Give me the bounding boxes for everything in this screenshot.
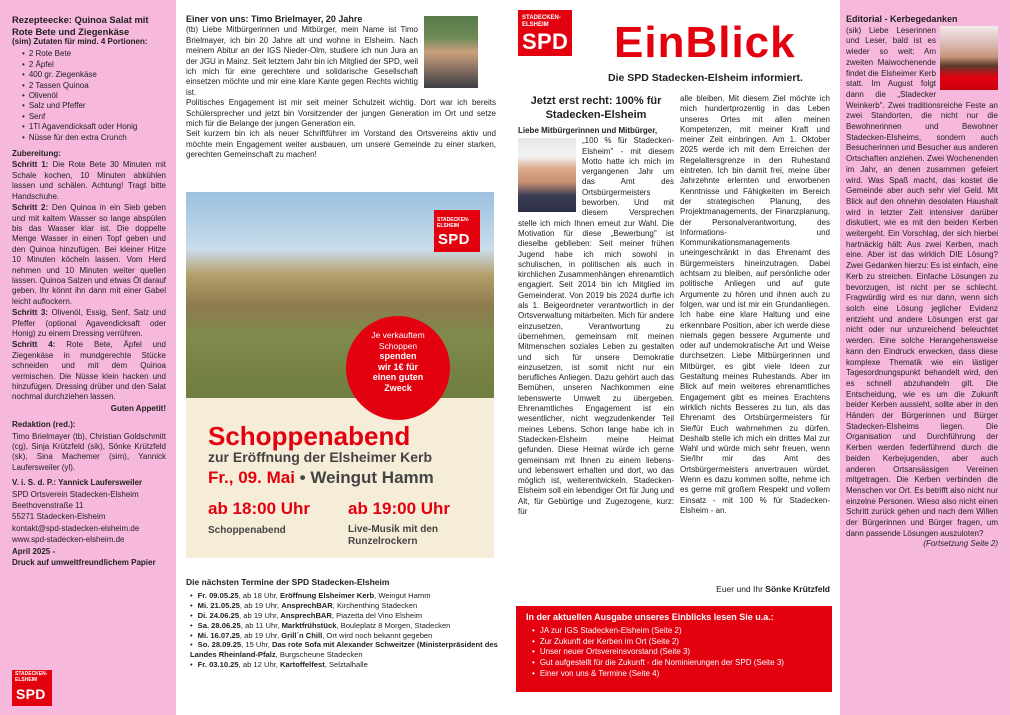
- website-link[interactable]: www.spd-stadecken-elsheim.de: [12, 535, 125, 545]
- list-item: • Zur Zukunft der Kerben im Ort (Seite 2): [532, 637, 822, 648]
- recipe-column: [0, 0, 176, 715]
- time-1: ab 18:00 Uhr: [208, 499, 311, 518]
- editorial-text: (sik) Liebe Leserinnen und Leser, bald ist es wieder so weit: Am zweiten Maiwochenende findet die Elsheimer Kerb statt. Im August folgt dann die „Stadecker Weinkerb". Zwei traditionsreiche Feste an zwei Standorten, die nicht nur die Bewohnerinnen und Bewohner Stadecken-Elsheims, sondern auch Besucherinnen und Besucher aus anderen Ortschaften anziehen. Zwei Wochenenden im Jahr, an denen zusammen gefeiert wird. Was Spaß macht, das kostet die Gemeinde aber auch sehr viel Geld. Mit Blick auf den ohnehin desolaten Haushalt wird in letzter Zeit intensiver darüber diskutiert, wie es mit den beiden Kerben weitergeht. Ein Vorschlag, der sich hierbei hartnäckig hält: Aus zwei Kerben, mach eine. Aber ist das wirklich DIE Lösung? Zwei Gedanken hierzu: Es ist einfach, eine Kerb zu streichen. Einfache Lösungen zu bevorzugen, ist nicht per se schlecht. Fragwürdig wird es nur dann, wenn sich solch eine Lösung jeglicher Evidenz entzieht und andere Lösungen erst gar nicht oder nur unzureichend beleuchtet werden. Eine solche Herangehensweise kann den Eindruck erwecken, dass diese komplexe Thematik wie ein lästiger Tagesordnungspunkt behandelt wird, den es schnell abzuhandeln gilt. Die Entscheidung, wie es um die Zukunft beider Kerben aussieht, sollte aber in den Händen der Bürgerinnen und Bürger Stadecken-Elsheims liegen. Die Organisation und Durchführung der Kerben werden federführend durch die beiden Kerbejugenden, aber auch anderen Ortsansässigen Vereinen mitgetragen. Die Kerben verbinden die Menschen vor Ort. Es betrifft also nicht nur einzelne Personen. Wieso also nicht einen Schritt zurück gehen und nach dem Willen der Bürgerinnen und Bürger fragen, um dann passende Lösungen auszuloten?: [846, 25, 998, 538]
- contents-title: In der aktuellen Ausgabe unseres Einblicks lesen Sie u.a.:: [526, 612, 774, 622]
- article-text-2: alle bleiben. Mit diesem Ziel möchte ich mich hundertprozentig in das Leben unseres Ortes mit allen meinen Kompetenzen, mit meiner Kraft und meiner Zeit einbringen. Am 1. Oktober 2025 werde ich mit dem Erreichen der Regelaltersgrenze in den Ruhestand eintreten. Ich bin damit frei, meine über Jahrzehnte erlernten und erworbenen Kenntnisse und Fähigkeiten im Bereich der strategischen Planung, des Projektmanagements, der Finanzplanung, der Personalverantwortung, des Informations- und Kommunikationsmanagements uneingeschränkt in das Ehrenamt des Bürgermeisters hineinzutragen. Dabei achtsam zu bleiben, auf persönliche oder politische Anliegen und auf gute Argumente zu hören und ihnen auch zu folgen, war und ist mir ein Grundanliegen. Ich habe eine klare Haltung und eine erkennbare Position, aber ich werde diese niemals gegen bessere Argumente und oder auf undemokratische Art und Weise durchsetzen. Liebe Mitbürgerinnen und Mitbürger, es gibt viele Ideen zur Gestaltung meines Ruhestands. Aber im Blick auf mein weiteres ehrenamtliches Engagement gibt es meines Erachtens wirklich nichts Besseres zu tun, als das Ehrenamt des Ortsbürgermeisters für Sie/für Euch wahrnehmen zu dürfen. Deshalb stelle ich mich ein drittes Mal zur Wahl und würde mich sehr freuen, wenn Sie/Ihr mir das Amt des Ortsbürgermeisters anvertrauen würdet. Wenn es dazu kommen sollte, nehme ich es gerne mit großem Respekt und vollem Einsatz - mit 100 % für Stadecken-Elsheim - an.: [680, 94, 830, 515]
- date-line: April 2025 -: [12, 546, 56, 556]
- profile-p3: Seit kurzem bin ich als neuer Schriftführer im Vorstand des Ortsvereins aktiv und möchte mein Engagement weiter ausbauen, um unsere Gemeinde zu einer starken, gerechten Gemeinschaft zu machen!: [186, 129, 496, 160]
- recipe-intro: (sim) Zutaten für mind. 4 Portionen:: [12, 37, 148, 46]
- list-item: • 2 Tassen Quinoa: [22, 81, 166, 91]
- article-headline: Jetzt erst recht: 100% für Stadecken-Elsheim: [530, 95, 662, 121]
- list-item: • Gut aufgestellt für die Zukunft - die Nominierungen der SPD (Seite 3): [532, 658, 822, 669]
- spd-logo-poster: STADECKEN-ELSHEIM SPD: [434, 210, 480, 252]
- contents-box: [516, 606, 832, 692]
- redaktion-label: Redaktion (red.):: [12, 420, 76, 430]
- continued-note: (Fortsetzung Seite 2): [923, 539, 998, 549]
- step-3: Schritt 3: Olivenöl, Essig, Senf, Salz und Pfeffer (optional Agavendicksaft oder Honig) zu einem Dressing verrühren.: [12, 308, 167, 338]
- profile-p2: Politisches Engagement ist mir seit meiner Schulzeit wichtig. Dort war ich bereits Schülersprecher und jetzt bin Vorsitzender der jungen Generation im Ort und setze mich für die Belange der jungen Generation ein.: [186, 98, 496, 129]
- masthead-tagline: Die SPD Stadecken-Elsheim informiert.: [608, 72, 803, 84]
- article-signature: Euer und Ihr Sönke Krützfeld: [716, 584, 830, 594]
- email-link[interactable]: kontakt@spd-stadecken-elsheim.de: [12, 523, 140, 533]
- article-col-2: [680, 94, 830, 516]
- time-2: ab 19:00 Uhr: [348, 499, 451, 518]
- poster-date-line: Fr., 09. Mai • Weingut Hamm: [208, 468, 434, 487]
- spd-logo-footer: STADECKEN-ELSHEIM SPD: [12, 670, 52, 706]
- main-article-column: [510, 0, 832, 715]
- list-item: • Fr. 09.05.25, ab 18 Uhr, Eröffnung Elsheimer Kerb, Weingut Hamm: [190, 591, 498, 601]
- list-item: • Sa. 28.06.25, ab 11 Uhr, Marktfrühstück, Bouleplatz 8 Morgen, Stadecken: [190, 621, 498, 631]
- list-item: • Mi. 16.07.25, ab 19 Uhr, Grill´n Chill, Ort wird noch bekannt gegeben: [190, 631, 498, 641]
- address-line: 55271 Stadecken-Elsheim: [12, 512, 106, 522]
- address-line: Beethovenstraße 11: [12, 501, 84, 511]
- profile-title: Einer von uns: Timo Brielmayer, 20 Jahre: [186, 14, 363, 24]
- print-line: Druck auf umweltfreundlichem Papier: [12, 558, 156, 568]
- list-item: • Salz und Pfeffer: [22, 101, 166, 111]
- list-item: • 2 Rote Bete: [22, 49, 166, 59]
- list-item: • Nüsse für den extra Crunch: [22, 133, 166, 143]
- portrait-photo: [518, 138, 576, 212]
- prep-label: Zubereitung:: [12, 149, 61, 159]
- donation-badge: Je verkauftem Schoppen spenden wir 1€ für einen guten Zweck: [346, 316, 450, 420]
- list-item: • JA zur IGS Stadecken-Elsheim (Seite 2): [532, 626, 822, 637]
- article-lead: Liebe Mitbürgerinnen und Mitbürger,: [518, 126, 658, 135]
- address-line: SPD Ortsverein Stadecken-Elsheim: [12, 489, 139, 499]
- list-item: • Mi. 21.05.25, ab 19 Uhr, AnsprechBAR, Kirchenthing Stadecken: [190, 601, 498, 611]
- step-2: Schritt 2: Den Quinoa in ein Sieb geben und mit kaltem Wasser so lange abspülen bis das Wasser klar ist. Die doppelte Menge Wasser in einen Topf geben und den Quinoa hinzufügen. Bei kleiner Hitze 10 Minuten köcheln lassen. Vom Herd nehmen und 10 Minuten weiter quellen lassen. Quinoa Salzen und etwas Öl darauf geben. Ihr könnt ihn dann mit einer Gabel leicht auflockern.: [12, 203, 167, 306]
- list-item: • 400 gr. Ziegenkäse: [22, 70, 166, 80]
- portrait-photo: [424, 16, 478, 88]
- profile-column: [186, 0, 498, 715]
- event-poster: [186, 192, 494, 558]
- poster-title: Schoppenabend: [208, 421, 411, 451]
- list-item: • 2 Äpfel: [22, 60, 166, 70]
- recipe-title: Rezepteecke: Quinoa Salat mit Rote Bete und Ziegenkäse: [12, 14, 149, 37]
- redaktion-text: Timo Brielmayer (tb), Christian Goldschmitt (cg), Sinja Krützfeld (sik), Sönke Krützfeld (sk), Sina Machemer (sim), Yannick Laufersweiler (yl).: [12, 431, 166, 472]
- list-item: • 1Tl Agavendicksaft oder Honig: [22, 122, 166, 132]
- editorial-title: Editorial - Kerbegedanken: [846, 14, 958, 24]
- profile-p1: (tb) Liebe Mitbürgerinnen und Mitbürger, mein Name ist Timo Brielmayer, ich bin 20 Jahre alt und wohne in Elsheim. Nach meinem Abitur an der IGS Nieder-Olm, studiere ich nun Jura an der JGU in Mainz. Seit letztem Jahr bin ich Mitglied der SPD, weil ich mich für eine gerechtere und solidarische Gesellschaft einsetzen möchte und mir eine klare Kante gegen Rechts wichtig ist.: [186, 25, 418, 97]
- list-item: • So. 28.09.25, 15 Uhr, Das rote Sofa mit Alexander Schweitzer (Ministerpräsident des Landes Rheinland-Pfalz, Burgscheune Stadecken: [190, 640, 498, 660]
- list-item: • Olivenöl: [22, 91, 166, 101]
- visdp-label: V. i. S. d. P.: Yannick Laufersweiler: [12, 478, 143, 488]
- step-1: Schritt 1: Die Rote Bete 30 Minuten mit Schale kochen, 10 Minuten abkühlen lassen und schälen. Achtung! Tragt bitte Handschuhe.: [12, 160, 167, 201]
- time-2-desc: Live-Musik mit den Runzelrockern: [348, 524, 439, 547]
- article-col-1: [518, 126, 674, 517]
- step-4: Schritt 4: Rote Bete, Äpfel und Ziegenkäse in mundgerechte Stücke schneiden und mit dem Quinoa vermischen. Die Nüsse klein hacken und hinzufügen. Dressing drüber und den Salat nochmal durchziehen lassen.: [12, 340, 166, 402]
- events-title: Die nächsten Termine der SPD Stadecken-Elsheim: [186, 577, 390, 587]
- list-item: • Di. 24.06.25, ab 19 Uhr, AnsprechBAR, Piazetta del Vino Elsheim: [190, 611, 498, 621]
- appetit-text: Guten Appetit!: [110, 403, 166, 413]
- events-list: [186, 578, 498, 670]
- portrait-photo: [940, 26, 998, 90]
- list-item: • Einer von uns & Termine (Seite 4): [532, 669, 822, 680]
- ingredient-list: [22, 49, 166, 143]
- spd-logo-header: STADECKEN-ELSHEIM SPD: [518, 10, 572, 56]
- list-item: • Unser neuer Ortsvereinsvorstand (Seite 3): [532, 647, 822, 658]
- editorial-column: [840, 0, 1010, 715]
- list-item: • Fr. 03.10.25, ab 12 Uhr, Kartoffelfest, Selztalhalle: [190, 660, 498, 670]
- article-text-1: „100 % für Stadecken-Elsheim" - mit diesem Motto hatte ich mich im vergangenen Jahr um das Amt des Ortsbürgermeisters beworben. Und mit diesem Versprechen stelle ich mich Ihnen erneut zur Wahl. Die Motivation für diese „Bewerbung" ist dieselbe geblieben: Seit meiner frühen Jugend habe ich mich sowohl in schulischen, in politischen als auch in kirchlichen Zusammenhängen ehrenamtlich engagiert. Seit 2014 bin ich Mitglied im Gemeinderat. Von 2019 bis 2024 durfte ich als 1. Beigeordneter verantwortlich in der Ortsverwaltung mitarbeiten. Mich für andere einzusetzen, Verantwortung zu übernehmen, gemeinsam mit meinen Mitmenschen soziales Leben zu gestalten und sich für unsere Demokratie einzusetzen, ist somit nicht nur ein berufliches Anliegen. Dazu gehört auch das Bemühen, unseren Nachkommen eine lebenswerte Umwelt zu übergeben. Ehrenamtliches Engagement ist ein wesentlicher, nicht wegzudenkender Teil meines Lebens. Schon lange habe ich in Stadecken-Elsheim meine Heimat gefunden. Diese Heimat würde ich gerne gemeinsam mit Ihnen zu einem liebens- und lebenswert erhalten und dort, wo das möglich ist, weiterentwickeln. Stadecken-Elsheim soll ein lebendiger Ort für Jung und Alt, für Gebürtige und Zugezogene, kurz: für: [518, 136, 674, 516]
- time-1-desc: Schoppenabend: [208, 525, 286, 536]
- masthead-title: EinBlick: [614, 18, 796, 67]
- list-item: • Senf: [22, 112, 166, 122]
- poster-subtitle: zur Eröffnung der Elsheimer Kerb: [208, 449, 433, 465]
